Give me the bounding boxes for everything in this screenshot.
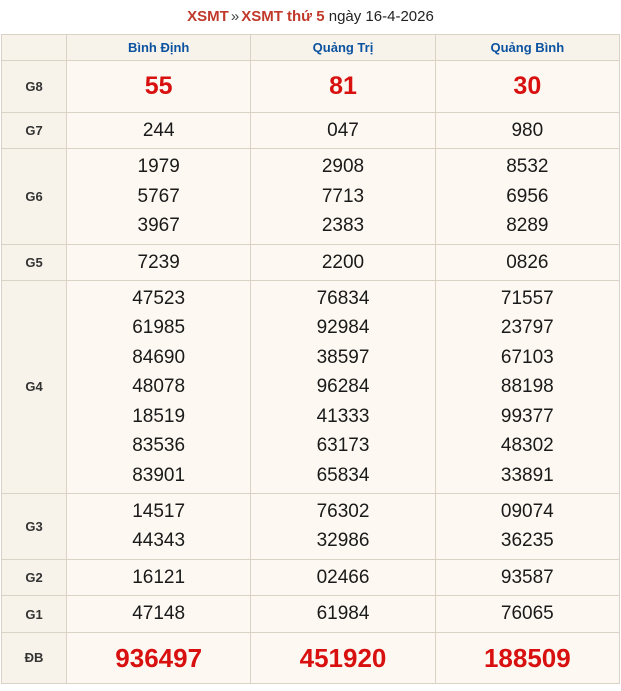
prize-label: G5 xyxy=(2,244,67,280)
lottery-number: 2200 xyxy=(321,251,365,273)
lottery-number: 047 xyxy=(327,119,359,141)
lottery-number: 1979 xyxy=(137,156,180,178)
lottery-number: 61984 xyxy=(316,603,370,625)
lottery-number: 0826 xyxy=(506,251,549,273)
prize-cell xyxy=(67,280,251,493)
lottery-number: 48078 xyxy=(132,376,186,398)
lottery-number: 61985 xyxy=(132,317,186,339)
lottery-number: 83536 xyxy=(132,435,186,457)
lottery-number: 93587 xyxy=(500,566,554,588)
breadcrumb-separator: » xyxy=(230,8,240,25)
lottery-number: 02466 xyxy=(316,566,370,588)
lottery-number: 451920 xyxy=(299,642,387,673)
breadcrumb-current: XSMT thứ 5 xyxy=(241,8,325,25)
prize-label: G8 xyxy=(2,61,67,113)
lottery-number: 33891 xyxy=(500,464,554,486)
prize-cell xyxy=(67,61,251,113)
lottery-number: 09074 xyxy=(500,501,554,522)
lottery-number: 76302 xyxy=(316,501,370,522)
province-label: Bình Định xyxy=(127,39,190,55)
lottery-number: 47148 xyxy=(132,603,186,625)
prize-cell xyxy=(251,61,435,113)
lottery-number: 7713 xyxy=(321,185,365,207)
prize-cell xyxy=(67,596,251,632)
prize-label: G1 xyxy=(2,596,67,632)
lottery-number: 76065 xyxy=(500,603,554,625)
lottery-number: 8532 xyxy=(506,156,549,178)
lottery-number: 38597 xyxy=(316,346,370,368)
lottery-number: 96284 xyxy=(316,376,370,398)
prize-label: ĐB xyxy=(2,632,67,683)
lottery-number: 8289 xyxy=(506,215,549,237)
lottery-number: 88198 xyxy=(500,376,554,398)
prize-label: G6 xyxy=(2,149,67,244)
table-row xyxy=(2,596,620,632)
lottery-number: 2383 xyxy=(321,215,365,237)
table-header-row xyxy=(2,35,620,61)
province-label: Quảng Trị xyxy=(312,39,374,55)
prize-cell xyxy=(67,112,251,148)
prize-cell xyxy=(67,244,251,280)
prize-cell xyxy=(435,596,619,632)
prize-cell xyxy=(435,112,619,148)
header-province-quang-tri xyxy=(251,35,435,61)
lottery-number: 48302 xyxy=(500,435,554,457)
prize-cell xyxy=(251,112,435,148)
prize-cell xyxy=(251,632,435,683)
lottery-number: 41333 xyxy=(316,405,370,427)
lottery-number: 92984 xyxy=(316,317,370,339)
header-province-quang-binh xyxy=(435,35,619,61)
table-row xyxy=(2,61,620,113)
prize-cell xyxy=(435,494,619,560)
prize-cell xyxy=(251,559,435,595)
table-row xyxy=(2,149,620,244)
lottery-number: 14517 xyxy=(132,501,186,522)
prize-cell xyxy=(435,559,619,595)
prize-label: G4 xyxy=(2,280,67,493)
table-row xyxy=(2,559,620,595)
header-blank-cell xyxy=(2,35,67,61)
prize-cell xyxy=(251,494,435,560)
lottery-number: 65834 xyxy=(316,464,370,486)
header-province-binh-dinh xyxy=(67,35,251,61)
lottery-number: 23797 xyxy=(500,317,554,339)
prize-label: G3 xyxy=(2,494,67,560)
lottery-number: 936497 xyxy=(115,642,203,673)
prize-cell xyxy=(251,149,435,244)
breadcrumb-root-link[interactable]: XSMT xyxy=(187,8,229,25)
lottery-number: 3967 xyxy=(137,215,180,237)
lottery-number: 84690 xyxy=(132,346,186,368)
lottery-number: 188509 xyxy=(483,642,571,673)
lottery-number: 36235 xyxy=(500,530,554,552)
table-row xyxy=(2,280,620,493)
prize-label: G7 xyxy=(2,112,67,148)
prize-cell xyxy=(435,280,619,493)
table-row xyxy=(2,632,620,683)
breadcrumb xyxy=(0,0,621,34)
prize-cell xyxy=(67,149,251,244)
prize-cell xyxy=(435,244,619,280)
table-row xyxy=(2,244,620,280)
prize-cell xyxy=(251,244,435,280)
prize-cell xyxy=(67,559,251,595)
lottery-number: 30 xyxy=(513,72,542,100)
lottery-result-table xyxy=(1,34,620,684)
lottery-number: 2908 xyxy=(321,156,365,178)
prize-cell xyxy=(67,632,251,683)
lottery-number: 71557 xyxy=(500,287,554,309)
prize-cell xyxy=(251,596,435,632)
table-row xyxy=(2,112,620,148)
table-row xyxy=(2,494,620,560)
lottery-number: 83901 xyxy=(132,464,186,486)
lottery-number: 55 xyxy=(144,72,173,100)
breadcrumb-date: ngày 16-4-2026 xyxy=(328,8,434,25)
lottery-number: 67103 xyxy=(500,346,554,368)
lottery-number: 32986 xyxy=(316,530,370,552)
lottery-number: 7239 xyxy=(137,251,180,273)
lottery-number: 81 xyxy=(329,72,357,100)
lottery-number: 76834 xyxy=(316,287,370,309)
lottery-number: 18519 xyxy=(132,405,186,427)
lottery-number: 47523 xyxy=(132,287,186,309)
lottery-number: 244 xyxy=(142,119,175,141)
lottery-number: 99377 xyxy=(500,405,554,427)
lottery-number: 5767 xyxy=(137,185,180,207)
prize-cell xyxy=(67,494,251,560)
prize-cell xyxy=(251,280,435,493)
prize-cell xyxy=(435,149,619,244)
province-label: Quảng Bình xyxy=(490,39,565,55)
prize-cell xyxy=(435,632,619,683)
lottery-number: 44343 xyxy=(132,530,186,552)
lottery-number: 6956 xyxy=(506,185,549,207)
prize-cell xyxy=(435,61,619,113)
lottery-number: 980 xyxy=(511,119,544,141)
prize-label: G2 xyxy=(2,559,67,595)
lottery-number: 63173 xyxy=(316,435,370,457)
lottery-number: 16121 xyxy=(132,566,186,588)
